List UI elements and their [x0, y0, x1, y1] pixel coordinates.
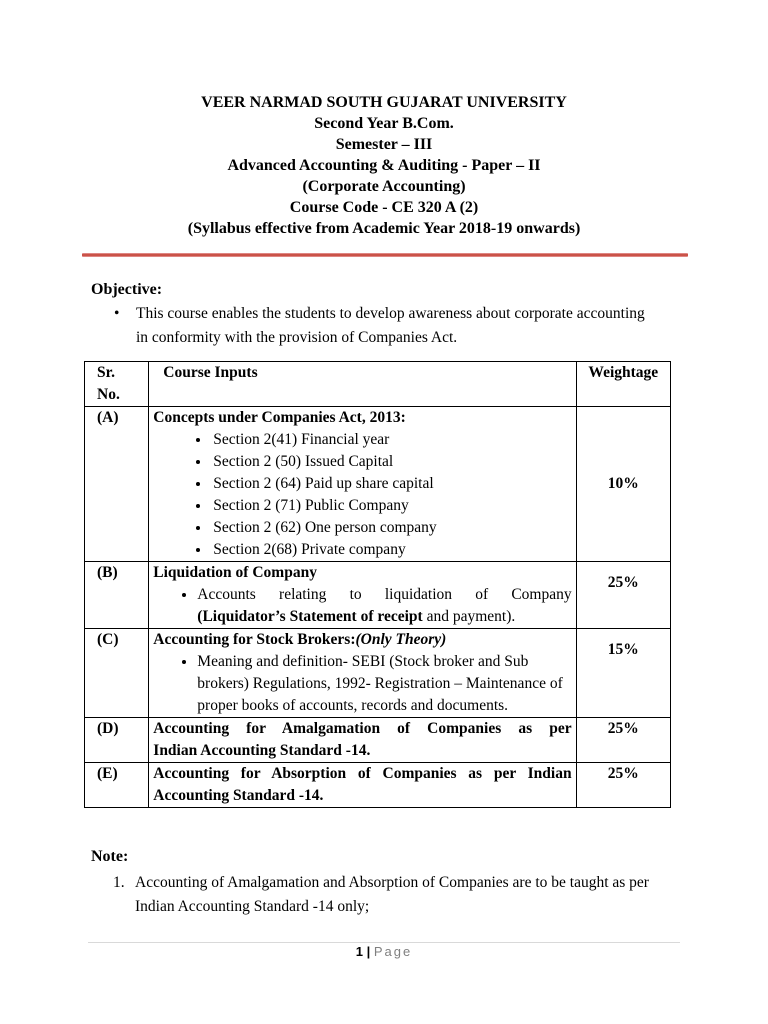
list-item: • Section 2 (71) Public Company — [211, 495, 571, 517]
note-text: Accounting of Amalgamation and Absorption of Companies are to be taught as per Indian Accounting Standard -14 only; — [135, 874, 649, 915]
row-weightage: 25% — [576, 562, 670, 629]
row-course-input — [149, 562, 576, 629]
row-weightage: 10% — [576, 407, 670, 562]
list-item: • Meaning and definition- SEBI (Stock broker and Sub brokers) Regulations, 1992- Registration – Maintenance of proper books of accounts, records and documents. — [197, 651, 563, 717]
row-sr: (A) — [85, 407, 149, 562]
row-weightage: 15% — [576, 629, 670, 718]
bullet-icon: • — [114, 305, 120, 322]
subject-line: (Corporate Accounting) — [302, 178, 466, 195]
row-course-input: Accounting for Amalgamation of Companies as per Indian Accounting Standard -14. — [149, 718, 576, 763]
page-label: Page — [373, 944, 413, 959]
list-item: • Section 2 (50) Issued Capital — [211, 451, 571, 473]
header-sr-no: Sr. No. — [85, 362, 149, 407]
table-header-row — [85, 362, 671, 407]
syllabus-effective-line: (Syllabus effective from Academic Year 2018-19 onwards) — [187, 220, 581, 237]
row-sr: (E) — [85, 763, 149, 808]
year-line: Second Year B.Com. — [314, 115, 454, 132]
table-row — [85, 718, 671, 763]
row-course-input — [149, 629, 576, 718]
section-list — [153, 429, 571, 561]
note-item — [113, 871, 680, 919]
row-sr: (C) — [85, 629, 149, 718]
table-row — [85, 763, 671, 808]
document-header — [0, 92, 768, 239]
row-title: Concepts under Companies Act, 2013: — [153, 409, 406, 426]
note-number: 1. — [113, 874, 125, 891]
syllabus-table — [84, 361, 671, 808]
university-name: VEER NARMAD SOUTH GUJARAT UNIVERSITY — [201, 94, 567, 111]
semester-line: Semester – III — [335, 136, 433, 153]
section-list — [153, 584, 571, 628]
page-number: 1 — [355, 944, 363, 959]
footer-divider — [88, 942, 680, 943]
list-item: • Accounts relating to liquidation of Company (Liquidator’s Statement of receipt and payment). — [197, 584, 571, 628]
page-footer — [0, 944, 768, 959]
page-separator: | — [362, 944, 374, 959]
row-title: Liquidation of Company — [153, 564, 317, 581]
note-heading: Note: — [91, 848, 129, 865]
row-course-input: Accounting for Absorption of Companies as per Indian Accounting Standard -14. — [149, 763, 576, 808]
header-weightage: Weightage — [576, 362, 670, 407]
row-course-input — [149, 407, 576, 562]
paper-title: Advanced Accounting & Auditing - Paper – II — [227, 157, 541, 174]
objective-heading: Objective: — [91, 281, 163, 298]
table-row — [85, 562, 671, 629]
list-item: • Section 2(68) Private company — [211, 539, 571, 561]
row-sr: (D) — [85, 718, 149, 763]
header-course-inputs: Course Inputs — [149, 362, 576, 407]
row-title: Accounting for Stock Brokers:(Only Theory) — [153, 631, 447, 648]
table-row — [85, 407, 671, 562]
list-item: • Section 2(41) Financial year — [211, 429, 571, 451]
table-row — [85, 629, 671, 718]
row-weightage: 25% — [576, 718, 670, 763]
course-code: Course Code - CE 320 A (2) — [289, 199, 479, 216]
row-sr: (B) — [85, 562, 149, 629]
section-list — [153, 651, 571, 717]
list-item: • Section 2 (64) Paid up share capital — [211, 473, 571, 495]
row-weightage: 25% — [576, 763, 670, 808]
objective-text: This course enables the students to develop awareness about corporate accounting in conformity with the provision of Companies Act. — [136, 305, 645, 346]
list-item: • Section 2 (62) One person company — [211, 517, 571, 539]
objective-bullet-item — [114, 302, 656, 350]
header-divider — [82, 253, 688, 257]
